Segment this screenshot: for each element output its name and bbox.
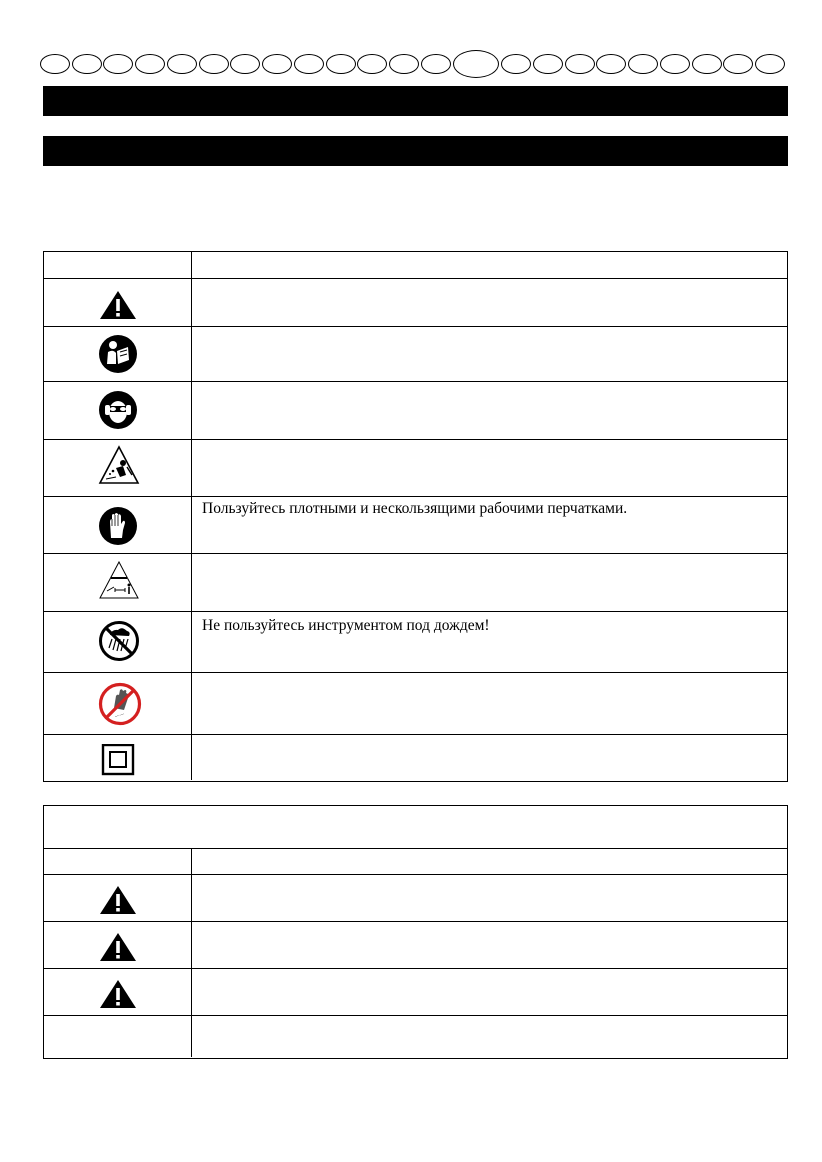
- double-insulation-icon: [98, 744, 138, 776]
- language-tab[interactable]: [199, 54, 229, 74]
- language-tab[interactable]: [565, 54, 595, 74]
- language-tab[interactable]: [596, 54, 626, 74]
- language-tab[interactable]: [357, 54, 387, 74]
- language-tab[interactable]: [692, 54, 722, 74]
- language-tab[interactable]: [230, 54, 260, 74]
- language-tab-active[interactable]: [453, 50, 499, 78]
- language-tab[interactable]: [628, 54, 658, 74]
- language-selector: [40, 50, 786, 78]
- hot-surface-no-touch-icon: [98, 682, 142, 726]
- eye-ear-protection-icon: [98, 390, 138, 430]
- language-tab[interactable]: [103, 54, 133, 74]
- symbols-table: [43, 251, 788, 782]
- language-tab[interactable]: [533, 54, 563, 74]
- read-manual-icon: [98, 334, 138, 374]
- language-tab[interactable]: [755, 54, 785, 74]
- no-rain-icon: [98, 620, 140, 662]
- language-tab[interactable]: [135, 54, 165, 74]
- warning-triangle-icon: [98, 289, 138, 321]
- language-tab[interactable]: [421, 54, 451, 74]
- wear-gloves-icon: [98, 506, 138, 546]
- language-tab[interactable]: [72, 54, 102, 74]
- warning-triangle-icon: [98, 931, 138, 963]
- language-tab[interactable]: [326, 54, 356, 74]
- language-tab[interactable]: [40, 54, 70, 74]
- svg-text:ᐧᐧᐧᐧᐧᐧᐧᐧ: ᐧᐧᐧᐧᐧᐧᐧᐧ: [113, 711, 126, 721]
- language-tab[interactable]: [167, 54, 197, 74]
- warnings-table: [43, 805, 788, 1059]
- language-tab[interactable]: [501, 54, 531, 74]
- section-header-bar: [43, 86, 788, 116]
- language-tab[interactable]: [294, 54, 324, 74]
- language-tab[interactable]: [262, 54, 292, 74]
- language-tab[interactable]: [660, 54, 690, 74]
- language-tab[interactable]: [723, 54, 753, 74]
- language-tab[interactable]: [389, 54, 419, 74]
- subsection-header-bar: [43, 136, 788, 166]
- warning-triangle-icon: [98, 884, 138, 916]
- symbol-description: Пользуйтесь плотными и нескользящими рабочими перчатками.: [202, 500, 628, 517]
- keep-bystanders-away-icon: [98, 560, 140, 600]
- warning-triangle-icon: [98, 978, 138, 1010]
- thrown-objects-hazard-icon: [98, 445, 140, 485]
- symbol-description: Не пользуйтесь инструментом под дождем!: [202, 617, 490, 634]
